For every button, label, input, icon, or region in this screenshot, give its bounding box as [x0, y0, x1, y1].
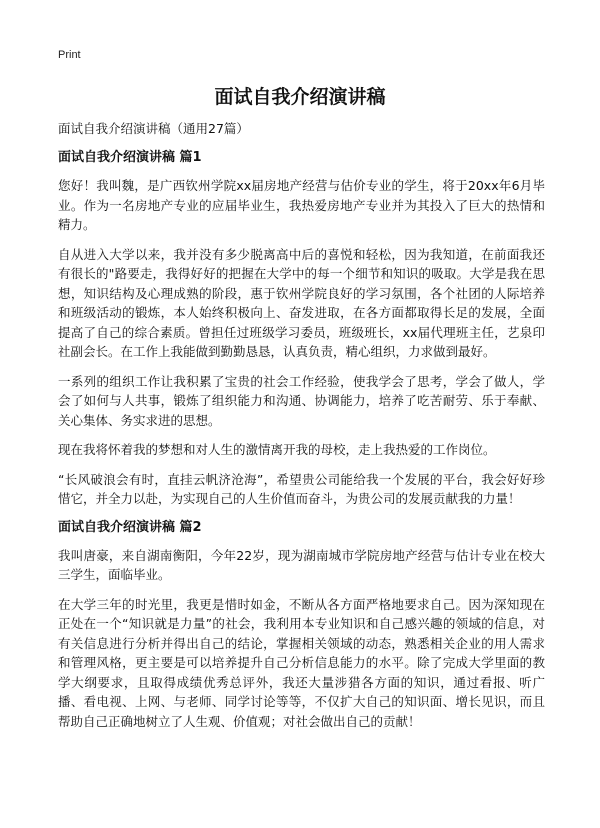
paragraph: 我叫唐豪，来自湖南衡阳，今年22岁，现为湖南城市学院房地产经营与估计专业在校大三学生，面临毕业。 [58, 547, 545, 582]
document-body [58, 120, 545, 741]
paragraph: 自从进入大学以来，我并没有多少脱离高中后的喜悦和轻松，因为我知道，在前面我还有很长的"路要走，我得好好的把握在大学中的每一个细节和知识的吸取。大学是我在思想，知识结构及心理成熟的阶段，惠于钦州学院良好的学习氛围，各个社团的人际培养和班级活动的锻炼，本人始终积极向上、奋发进取，在各方面都取得长足的发展，全面提高了自己的综合素质。曾担任过班级学习委员，班级班长，xx届代理班主任，艺泉印社副会长。在工作上我能做到勤勤恳恳，认真负责，精心组织，力求做到最好。 [58, 246, 545, 359]
document-subtitle: 面试自我介绍演讲稿（通用27篇） [58, 121, 249, 136]
paragraph: 您好！我叫魏，是广西钦州学院xx届房地产经营与估价专业的学生，将于20xx年6月毕业。作为一名房地产专业的应届毕业生，我热爱房地产专业并为其投入了巨大的热情和精力。 [58, 178, 545, 232]
section-heading: 面试自我介绍演讲稿 篇1 [58, 150, 202, 165]
section-1 [58, 149, 545, 509]
document-title: 面试自我介绍演讲稿 [214, 86, 386, 108]
section-heading: 面试自我介绍演讲稿 篇2 [58, 519, 202, 535]
section-2 [58, 519, 545, 732]
print-link[interactable]: Print [58, 49, 81, 61]
paragraph: “长风破浪会有时，直挂云帆济沧海”，希望贵公司能给我一个发展的平台，我会好好珍惜它，并全力以赴，为实现自己的人生价值而奋斗，为贵公司的发展贡献我的力量！ [58, 471, 545, 506]
paragraph: 一系列的组织工作让我积累了宝贵的社会工作经验，使我学会了思考，学会了做人，学会了如何与人共事，锻炼了组织能力和沟通、协调能力，培养了吃苦耐劳、乐于奉献、关心集体、务实求进的思想。 [58, 373, 545, 428]
paragraph: 现在我将怀着我的梦想和对人生的激情离开我的母校，走上我热爱的工作岗位。 [58, 442, 496, 457]
paragraph: 在大学三年的时光里，我更是惜时如金，不断从各方面严格地要求自己。因为深知现在正处在一个“知识就是力量”的社会，我利用本专业知识和自己感兴趣的领域的信息，对有关信息进行分析并得出自己的结论，掌握相关领域的动态，熟悉相关企业的用人需求和管理风格，更主要是可以培养提升自己分析信息能力的水平。除了完成大学里面的教学大纲要求，且取得成绩优秀总评外，我还大量涉猎各方面的知识，通过看报、听广播、看电视、上网、与老师、同学讨论等等，不仅扩大自己的知识面、增长见识，而且帮助自己正确地树立了人生观、价值观；对社会做出自己的贡献！ [58, 596, 545, 729]
